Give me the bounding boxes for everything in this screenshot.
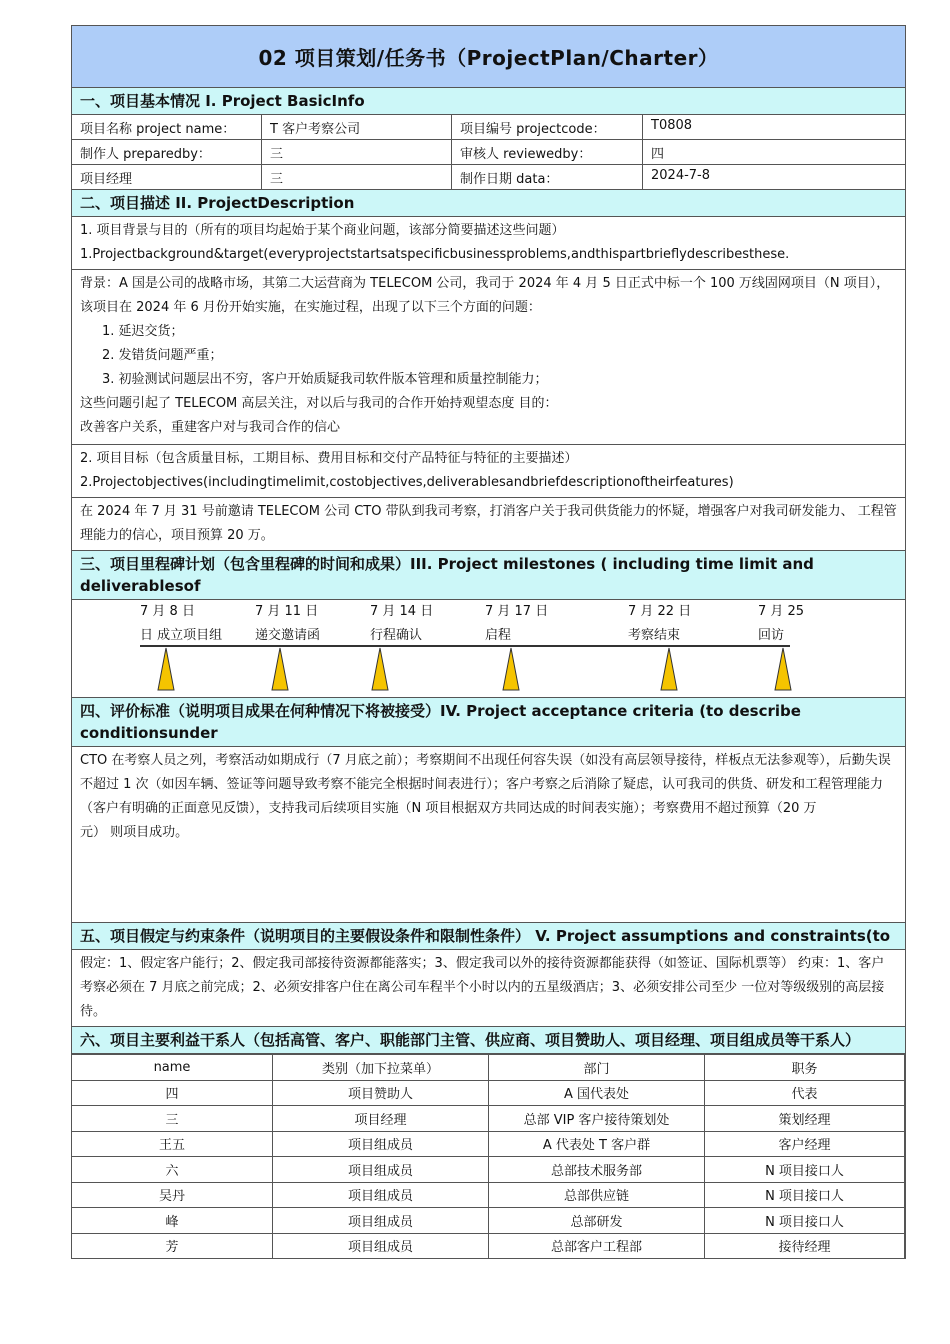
table-row xyxy=(72,1131,905,1157)
stakeholder-name: 芳 xyxy=(72,1233,273,1259)
milestone-label: 日 成立项目组 xyxy=(140,628,223,643)
section-milestones-heading: 三、项目里程碑计划（包含里程碑的时间和成果）III. Project milestones ( including time limit and deliverablesof xyxy=(72,551,905,600)
table-row xyxy=(72,1106,905,1132)
table-row xyxy=(72,1157,905,1183)
stakeholder-name: 吴丹 xyxy=(72,1182,273,1208)
table-row xyxy=(72,1080,905,1106)
background-answer xyxy=(72,270,905,445)
milestone-date: 7 月 17 日 xyxy=(485,604,549,619)
acceptance-text-end: 元） 则项目成功。 xyxy=(80,825,189,840)
objective-answer: 在 2024 年 7 月 31 号前邀请 TELECOM 公司 CTO 带队到我司考察，打消客户关于我司供货能力的怀疑，增强客户对我司研发能力、 工程管理能力的信心，项目预算 20 万。 xyxy=(72,498,905,551)
info-label: 制作日期 data： xyxy=(452,165,643,189)
acceptance-text: CTO 在考察人员之列，考察活动如期成行（7 月底之前）；考察期间不出现任何容失误（如没有高层领导接待，样板点无法参观等），后勤失误不超过 1 次（如因车辆、签证等问题导致考察不能完全根据时间表进行）；客户考察之后消除了疑虑，认可我司的供货、研发和工程管理能力（客户有明确的正面意见反馈），支持我司后续项目实施（N 项目根据双方共同达成的时间表实施）；考察费用不超过预算（20 万 xyxy=(80,753,891,816)
column-header: 职务 xyxy=(705,1055,905,1081)
info-value: 三 xyxy=(262,140,452,164)
table-row xyxy=(72,1233,905,1259)
problem-item: 2. 发错货问题严重； xyxy=(102,348,223,363)
problem-item: 3. 初验测试问题层出不穷，客户开始质疑我司软件版本管理和质量控制能力； xyxy=(102,372,548,387)
stakeholder-role: 客户经理 xyxy=(705,1131,905,1157)
milestone-date: 7 月 14 日 xyxy=(370,604,434,619)
info-row xyxy=(72,115,905,140)
section-basic-info-heading: 一、项目基本情况 I. Project BasicInfo xyxy=(72,88,905,115)
milestone-label: 考察结束 xyxy=(628,628,681,643)
stakeholder-name: 三 xyxy=(72,1106,273,1132)
info-value: 四 xyxy=(651,147,665,162)
stakeholder-name: 王五 xyxy=(72,1131,273,1157)
milestone-timeline xyxy=(72,600,905,698)
info-value: T0808 xyxy=(651,118,693,133)
background-question-en: 1.Projectbackground&target(everyprojectstartsatspecificbusinessproblems,andthispartbrieflydescribesthese. xyxy=(80,247,790,262)
section-description-heading: 二、项目描述 II. ProjectDescription xyxy=(72,190,905,217)
milestone xyxy=(758,600,804,648)
stakeholder-department: 总部研发 xyxy=(489,1208,705,1234)
stakeholder-role: N 项目接口人 xyxy=(705,1182,905,1208)
timeline-axis xyxy=(140,645,790,647)
objective-question xyxy=(72,445,905,498)
info-value: T 客户考察公司 xyxy=(262,115,452,139)
info-row xyxy=(72,140,905,165)
info-value: 三 xyxy=(262,165,452,189)
stakeholder-department: 总部 VIP 客户接待策划处 xyxy=(489,1106,705,1132)
stakeholder-department: 总部供应链 xyxy=(489,1182,705,1208)
column-header: 部门 xyxy=(489,1055,705,1081)
stakeholder-category: 项目经理 xyxy=(273,1106,489,1132)
milestone-label: 回访 xyxy=(758,628,785,643)
stakeholder-department: A 国代表处 xyxy=(489,1080,705,1106)
stakeholder-category: 项目组成员 xyxy=(273,1182,489,1208)
info-row xyxy=(72,165,905,190)
milestone-date: 7 月 8 日 xyxy=(140,604,195,619)
milestone-date: 7 月 22 日 xyxy=(628,604,692,619)
stakeholder-role: N 项目接口人 xyxy=(705,1208,905,1234)
background-question-cn: 1. 项目背景与目的（所有的项目均起始于某个商业问题，该部分简要描述这些问题） xyxy=(80,223,565,238)
stakeholder-category: 项目组成员 xyxy=(273,1131,489,1157)
section-stakeholders-heading: 六、项目主要利益干系人（包括高管、客户、职能部门主管、供应商、项目赞助人、项目经理、项目组成员等干系人） xyxy=(72,1027,905,1054)
section-acceptance-heading: 四、评价标准（说明项目成果在何种情况下将被接受）IV. Project acceptance criteria (to describe conditionsunder xyxy=(72,698,905,747)
milestone xyxy=(628,600,691,648)
info-label: 项目编号 projectcode： xyxy=(452,115,643,139)
stakeholder-role: N 项目接口人 xyxy=(705,1157,905,1183)
info-label: 项目名称 project name： xyxy=(72,115,262,139)
milestone-label: 递交邀请函 xyxy=(255,628,321,643)
milestone xyxy=(255,600,320,648)
background-purpose: 改善客户关系，重建客户对与我司合作的信心 xyxy=(80,420,341,435)
milestone xyxy=(140,600,222,648)
stakeholder-role: 代表 xyxy=(705,1080,905,1106)
table-header-row xyxy=(72,1055,905,1081)
stakeholder-name: 峰 xyxy=(72,1208,273,1234)
milestone-label: 行程确认 xyxy=(370,628,423,643)
column-header: name xyxy=(72,1055,273,1081)
stakeholder-category: 项目赞助人 xyxy=(273,1080,489,1106)
info-label: 项目经理 xyxy=(72,165,262,189)
column-header: 类别（加下拉菜单） xyxy=(273,1055,489,1081)
info-label: 审核人 reviewedby： xyxy=(452,140,643,164)
problem-item: 1. 延迟交货； xyxy=(102,324,184,339)
objective-question-cn: 2. 项目目标（包含质量目标，工期目标、费用目标和交付产品特征与特征的主要描述） xyxy=(80,451,578,466)
document-title: 02 项目策划/任务书（ProjectPlan/Charter） xyxy=(258,46,719,70)
table-row xyxy=(72,1182,905,1208)
milestone xyxy=(485,600,548,648)
stakeholder-department: 总部技术服务部 xyxy=(489,1157,705,1183)
stakeholder-category: 项目组成员 xyxy=(273,1233,489,1259)
objective-question-en: 2.Projectobjectives(includingtimelimit,costobjectives,deliverablesandbriefdescriptionoftheirfeatures) xyxy=(80,475,734,490)
milestone xyxy=(370,600,433,648)
assumptions-constraints: 假定：1、假定客户能行；2、假定我司部接待资源都能落实；3、假定我司以外的接待资源都能获得（如签证、国际机票等） 约束：1、客户考察必须在 7 月底之前完成；2、必须安排客户住在离公司车程半个小时以内的五星级酒店；3、必须安排公司至少 一位对等级级别的高层接待。 xyxy=(72,950,905,1027)
milestone-date: 7 月 25 xyxy=(758,604,805,619)
stakeholder-category: 项目组成员 xyxy=(273,1208,489,1234)
info-label: 制作人 preparedby： xyxy=(72,140,262,164)
stakeholder-department: 总部客户工程部 xyxy=(489,1233,705,1259)
milestone-label: 启程 xyxy=(485,628,512,643)
background-conclusion: 这些问题引起了 TELECOM 高层关注，对以后与我司的合作开始持观望态度 目的： xyxy=(80,396,558,411)
stakeholder-role: 策划经理 xyxy=(705,1106,905,1132)
stakeholder-name: 六 xyxy=(72,1157,273,1183)
milestone-date: 7 月 11 日 xyxy=(255,604,319,619)
stakeholder-table xyxy=(71,1054,905,1259)
background-intro: 背景：A 国是公司的战略市场，其第二大运营商为 TELECOM 公司，我司于 2024 年 4 月 5 日正式中标一个 100 万线固网项目（N 项目），该项目在 2024 年 6 月份开始实施，在实施过程，出现了以下三个方面的问题： xyxy=(80,276,890,315)
acceptance-criteria xyxy=(72,747,905,923)
table-row xyxy=(72,1208,905,1234)
background-question xyxy=(72,217,905,270)
stakeholder-role: 接待经理 xyxy=(705,1233,905,1259)
info-value: 2024-7-8 xyxy=(651,168,711,183)
charter-document xyxy=(71,25,906,1259)
section-assumptions-heading: 五、项目假定与约束条件（说明项目的主要假设条件和限制性条件） V. Project assumptions and constraints(to xyxy=(72,923,905,950)
stakeholder-name: 四 xyxy=(72,1080,273,1106)
title-bar xyxy=(72,26,905,88)
stakeholder-category: 项目组成员 xyxy=(273,1157,489,1183)
stakeholder-department: A 代表处 T 客户群 xyxy=(489,1131,705,1157)
